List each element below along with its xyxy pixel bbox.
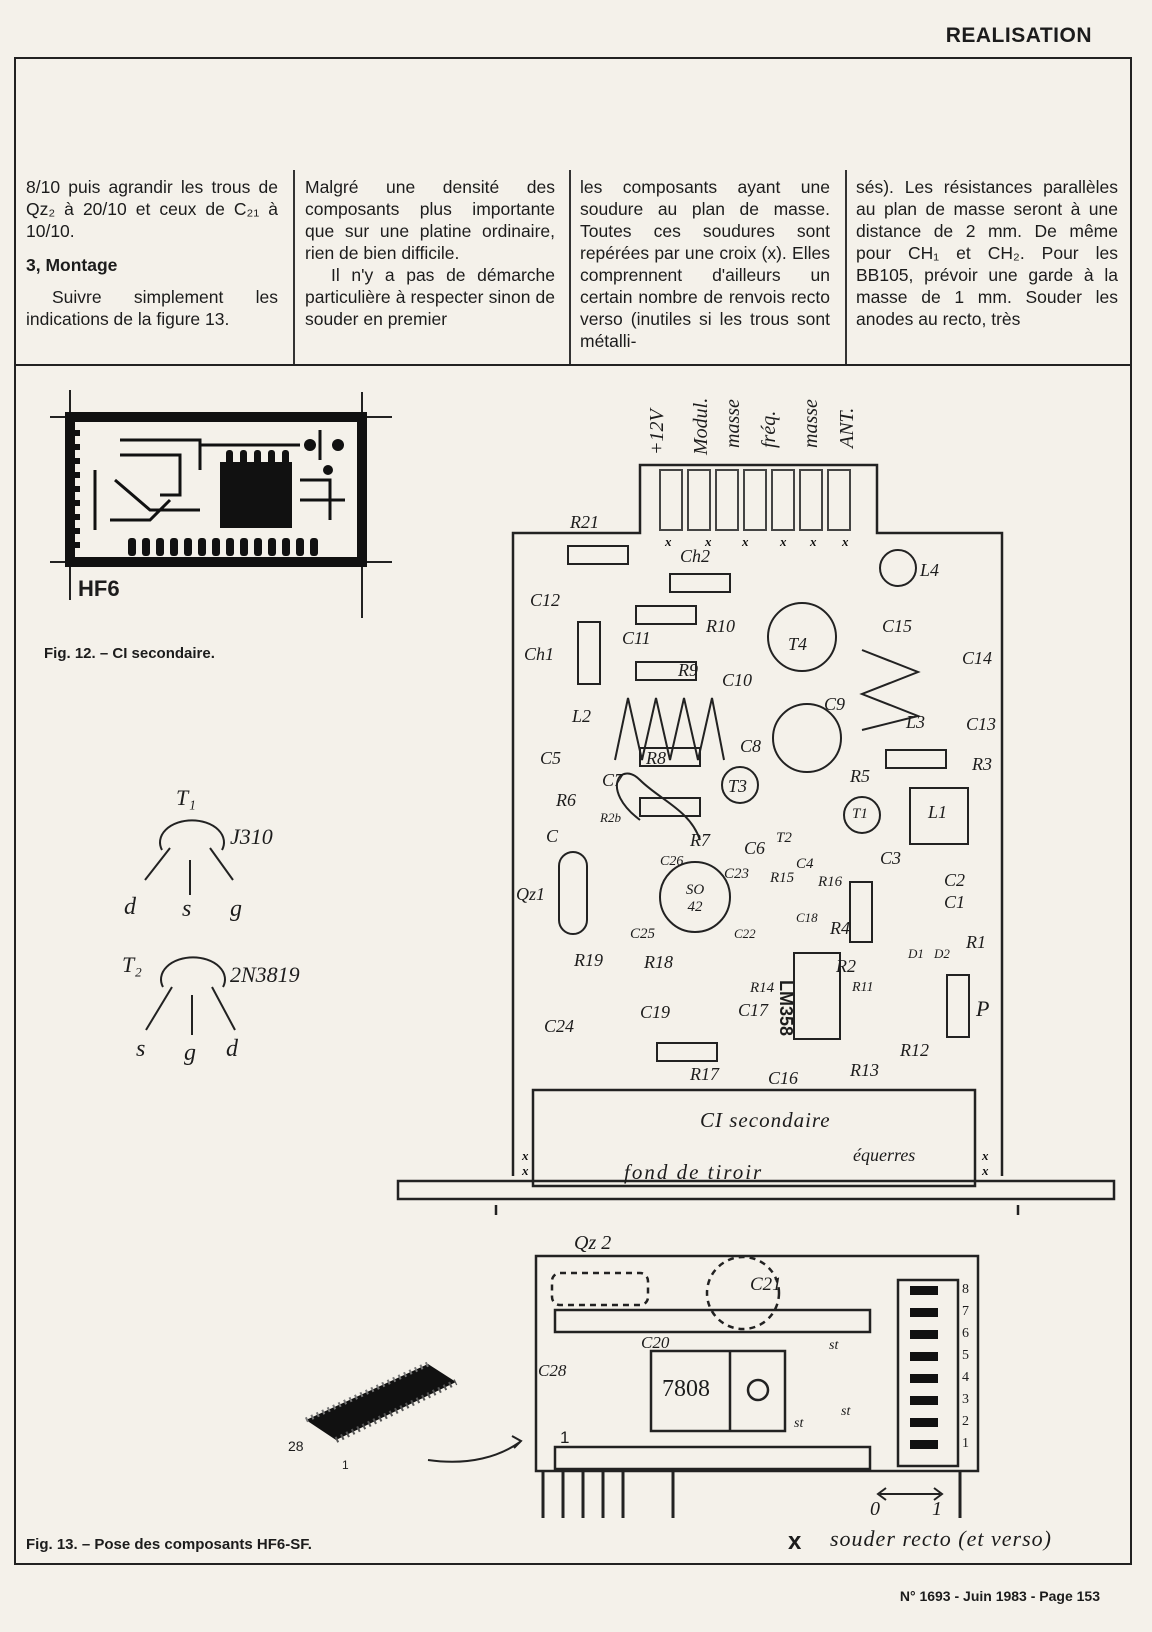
label-r2: R2 xyxy=(836,956,856,976)
label-c17: C17 xyxy=(738,1000,769,1020)
pin1-label: 1 xyxy=(560,1428,570,1447)
t1-pin-s: s xyxy=(182,896,192,922)
label-c14: C14 xyxy=(962,648,993,668)
crystal-so42-label: SO 42 xyxy=(685,882,705,915)
strap-label: st xyxy=(829,1338,839,1353)
legend-text: souder recto (et verso) xyxy=(830,1526,1052,1551)
page-footer: N° 1693 - Juin 1983 - Page 153 xyxy=(899,1588,1100,1604)
connector-pins xyxy=(660,470,850,530)
label-r8: R8 xyxy=(646,748,666,768)
dip-number: 6 xyxy=(962,1326,969,1341)
dip-number: 1 xyxy=(962,1436,969,1451)
svg-text:x: x xyxy=(705,534,712,549)
label-t4: T4 xyxy=(788,634,808,654)
label-r19: R19 xyxy=(574,950,603,970)
transistor-t1-symbol xyxy=(145,820,233,895)
arrow-to-board xyxy=(428,1442,520,1462)
label-t1: T1 xyxy=(852,806,868,822)
label-r18: R18 xyxy=(644,952,673,972)
label-c26: C26 xyxy=(660,854,684,869)
label-c8: C8 xyxy=(740,736,762,756)
t2-pin-s: s xyxy=(136,1036,146,1062)
qz2-label: Qz 2 xyxy=(574,1232,612,1254)
paragraph: les composants ayant une soudure au plan de masse. Toutes ces soudures sont repérées par une croix (x). Elles comprennent d'ailleurs un certain nombre de renvois recto verso (inutiles si les trous sont métalli- xyxy=(580,177,830,351)
t1-name: T₁ xyxy=(176,785,196,810)
label-r4: R4 xyxy=(830,918,850,938)
dip-number: 8 xyxy=(962,1282,969,1297)
chip-pin28-label: 28 xyxy=(288,1438,304,1454)
label-c19: C19 xyxy=(640,1002,671,1022)
t2-part: 2N3819 xyxy=(230,962,300,987)
label-c16: C16 xyxy=(768,1068,799,1088)
label-l2: L2 xyxy=(572,706,592,726)
t1-pin-g: g xyxy=(230,896,242,922)
label-c13: C13 xyxy=(966,714,997,734)
t1-part: J310 xyxy=(230,824,273,849)
equerres-label: équerres xyxy=(853,1145,916,1165)
svg-text:x: x xyxy=(522,1163,529,1178)
label-r13: R13 xyxy=(850,1060,879,1080)
label-l3: L3 xyxy=(906,712,926,732)
fig12-caption: Fig. 12. – CI secondaire. xyxy=(44,645,215,662)
label-c4: C4 xyxy=(796,856,814,872)
label-ch2: Ch2 xyxy=(680,546,711,566)
svg-text:x: x xyxy=(665,534,672,549)
label-c: C xyxy=(546,826,559,846)
label-r21: R21 xyxy=(570,512,599,532)
label-d2: D2 xyxy=(934,946,950,961)
label-c15: C15 xyxy=(882,616,913,636)
strap-label: st xyxy=(841,1404,851,1419)
dip-switch-segments xyxy=(910,1286,938,1449)
label-r15: R15 xyxy=(770,870,795,886)
dip-number: 7 xyxy=(962,1304,969,1319)
c21-label: C21 xyxy=(750,1274,782,1295)
t1-pin-d: d xyxy=(124,894,136,920)
section-heading: 3, Montage xyxy=(26,255,118,275)
label-r11: R11 xyxy=(852,980,874,995)
label-l4: L4 xyxy=(920,560,940,580)
label-c11: C11 xyxy=(622,628,651,648)
label-r10: R10 xyxy=(706,616,735,636)
svg-text:x: x xyxy=(982,1163,989,1178)
svg-text:x: x xyxy=(522,1148,529,1163)
label-c2: C2 xyxy=(944,870,966,890)
connector-label: masse xyxy=(722,399,744,448)
t2-pin-d: d xyxy=(226,1036,238,1062)
label-r17: R17 xyxy=(690,1064,719,1084)
dip-number: 5 xyxy=(962,1348,969,1363)
label-c24: C24 xyxy=(544,1016,575,1036)
label-r5: R5 xyxy=(850,766,870,786)
label-qz1: Qz1 xyxy=(516,884,546,904)
label-c6: C6 xyxy=(744,838,766,858)
dip-number: 2 xyxy=(962,1414,969,1429)
section-header: REALISATION xyxy=(945,24,1092,47)
label-l1: L1 xyxy=(928,802,948,822)
connector-label: ANT. xyxy=(836,407,858,448)
dip-number: 4 xyxy=(962,1370,969,1385)
label-r9: R9 xyxy=(678,660,698,680)
dip-number: 3 xyxy=(962,1392,969,1407)
label-c25: C25 xyxy=(630,926,656,942)
svg-text:x: x xyxy=(742,534,749,549)
regulator-7808-label: 7808 xyxy=(662,1376,710,1402)
label-r12: R12 xyxy=(900,1040,929,1060)
label-p: P xyxy=(976,996,990,1021)
t2-name: T₂ xyxy=(122,952,142,977)
paragraph: Malgré une densité des composants plus importante que sur une platine ordinaire, rien de bien difficile. xyxy=(305,177,555,263)
label-c22: C22 xyxy=(734,926,756,941)
dil28-chip xyxy=(306,1364,456,1440)
ic-lm358-label: LM358 xyxy=(776,980,796,1037)
label-c10: C10 xyxy=(722,670,753,690)
svg-text:x: x xyxy=(842,534,849,549)
switch-scale-0: 0 xyxy=(870,1498,880,1520)
fig13-caption: Fig. 13. – Pose des composants HF6-SF. xyxy=(26,1536,312,1553)
label-c18: C18 xyxy=(796,910,818,925)
svg-text:x: x xyxy=(780,534,787,549)
label-c5: C5 xyxy=(540,748,562,768)
c28-label: C28 xyxy=(538,1361,567,1380)
strap-label: st xyxy=(794,1416,804,1431)
label-r1: R1 xyxy=(966,932,986,952)
label-r6: R6 xyxy=(556,790,576,810)
connector-label: +12V xyxy=(646,409,668,455)
connector-label: Modul. xyxy=(690,397,712,455)
label-c23: C23 xyxy=(724,866,750,882)
label-r3: R3 xyxy=(972,754,992,774)
label-t2: T2 xyxy=(776,830,792,846)
label-c7: C7 xyxy=(602,770,624,790)
label-c9: C9 xyxy=(824,694,846,714)
paragraph: sés). Les résistances parallèles au plan de masse seront à une distance de 2 mm. De même pour CH₁ et CH₂. Pour les BB105, prévoir une garde à la masse de 1 mm. Souder les anodes au recto, très xyxy=(856,177,1118,329)
svg-text:x: x xyxy=(982,1148,989,1163)
solder-cross-symbol: x xyxy=(788,1528,802,1555)
connector-label: masse xyxy=(800,399,822,448)
connector-label: fréq. xyxy=(758,410,780,448)
label-c3: C3 xyxy=(880,848,902,868)
paragraph: Suivre simplement les indications de la figure 13. xyxy=(26,287,278,329)
label-c1: C1 xyxy=(944,892,966,912)
paragraph: Il n'y a pas de démarche particulière à respecter sinon de souder en premier xyxy=(305,265,555,329)
ci-secondaire-label: CI secondaire xyxy=(700,1108,831,1132)
svg-text:x: x xyxy=(810,534,817,549)
label-c12: C12 xyxy=(530,590,561,610)
label-r16: R16 xyxy=(818,874,843,890)
c20-label: C20 xyxy=(641,1333,670,1352)
transistor-t2-symbol xyxy=(146,957,235,1035)
switch-scale-1: 1 xyxy=(932,1498,942,1520)
fond-de-tiroir-label: fond de tiroir xyxy=(624,1160,764,1184)
label-ch1: Ch1 xyxy=(524,644,555,664)
label-r2b: R2b xyxy=(600,810,621,825)
chip-pin1-label: 1 xyxy=(342,1458,349,1472)
label-r7: R7 xyxy=(690,830,710,850)
label-t3: T3 xyxy=(728,776,748,796)
board-label-hf6: HF6 xyxy=(78,576,120,601)
label-d1: D1 xyxy=(908,946,924,961)
paragraph: 8/10 puis agrandir les trous de Qz₂ à 20/10 et ceux de C₂₁ à 10/10. xyxy=(26,177,278,241)
label-r14: R14 xyxy=(750,980,775,996)
t2-pin-g: g xyxy=(184,1040,196,1066)
